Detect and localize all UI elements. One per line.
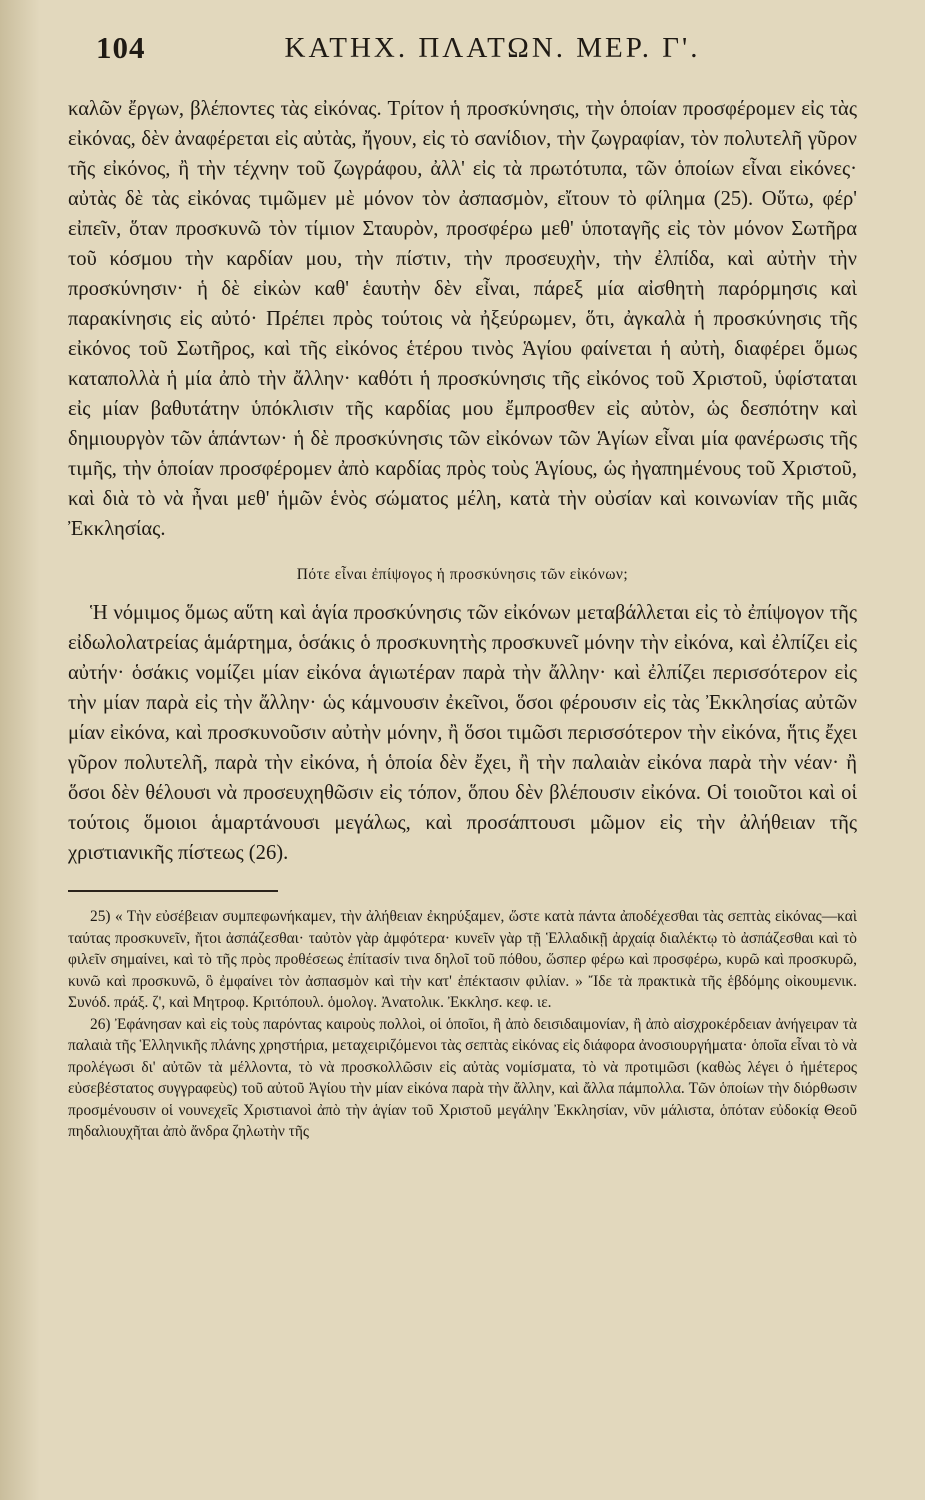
page-header [68, 28, 857, 84]
footnote-divider [68, 890, 278, 892]
page-number: 104 [96, 30, 146, 65]
page-gutter-shadow [0, 0, 40, 1500]
main-text [68, 94, 857, 868]
question-heading: Πότε εἶναι ἐπίψογος ἡ προσκύνησις τῶν εἰκόνων; [296, 566, 629, 583]
paragraph-1: καλῶν ἔργων, βλέποντες τὰς εἰκόνας. Τρίτον ἡ προσκύνησις, τὴν ὁποίαν προσφέρομεν εἰς τὰς εἰκόνας, δὲν ἀναφέρεται εἰς αὐτὰς, ἤγουν, εἰς τὸ σανίδιον, τὴν ζωγραφίαν, τὸν πολυτελῆ γῦρον τῆς εἰκόνος, ἢ τὴν τέχνην τοῦ ζωγράφου, ἀλλ' εἰς τὰ πρωτότυπα, τῶν ὁποίων εἶναι εἰκόνες· αὐτὰς δὲ τὰς εἰκόνας τιμῶμεν μὲ μόνον τὸν ἀσπασμὸν, εἴτουν τὸ φίλημα (25). Οὕτω, φέρ' εἰπεῖν, ὅταν προσκυνῶ τὸν τίμιον Σταυρὸν, προσφέρω μεθ' ὑποταγῆς εἰς τὸν μόνον Σωτῆρα τοῦ κόσμου τὴν καρδίαν μου, τὴν πίστιν, τὴν προσευχὴν, τὴν ἐλπίδα, καὶ αὐτὴν τὴν προσκύνησιν· ἡ δὲ εἰκὼν καθ' ἑαυτὴν δὲν εἶναι, πάρεξ μία αἰσθητὴ παρόρμησις καὶ παρακίνησις εἰς αὐτό· Πρέπει πρὸς τούτοις νὰ ἠξεύρωμεν, ὅτι, ἀγκαλὰ ἡ προσκύνησις τῆς εἰκόνος τοῦ Σωτῆρος, καὶ τῆς εἰκόνος ἑτέρου τινὸς Ἁγίου φαίνεται ἡ αὐτὴ, διαφέρει ὅμως καταπολλὰ ἡ μία ἀπὸ τὴν ἄλλην· καθότι ἡ προσκύνησις τῆς εἰκόνος τοῦ Χριστοῦ, ὑφίσταται εἰς μίαν βαθυτάτην ὑπόκλισιν τῆς καρδίας μου ἔμπροσθεν εἰς αὐτὸν, ὡς δεσπότην καὶ δημιουργὸν τῶν ἁπάντων· ἡ δὲ προσκύνησις τῶν εἰκόνων τῶν Ἁγίων εἶναι μία φανέρωσις τῆς τιμῆς, τὴν ὁποίαν προσφέρομεν ἀπὸ καρδίας πρὸς τοὺς Ἁγίους, ὡς ἠγαπημένους τοῦ Χριστοῦ, καὶ διὰ τὸ νὰ ἦναι μεθ' ἡμῶν ἑνὸς σώματος μέλη, κατὰ τὴν οὐσίαν καὶ κοινωνίαν τῆς μιᾶς Ἐκκλησίας. [68, 98, 857, 540]
footnote-25: 25) « Τὴν εὐσέβειαν συμπεφωνήκαμεν, τὴν ἀλήθειαν ἐκηρύξαμεν, ὥστε κατὰ πάντα ἀποδέχεσθαι τὰς σεπτὰς εἰκόνας—καὶ ταύτας προσκυνεῖν, ἤτοι ἀσπάζεσθαι· ταὐτὸν γὰρ ἀμφότερα· κυνεῖν γὰρ τῇ Ἑλλαδικῇ ἀρχαίᾳ διαλέκτῳ τὸ ἀσπάζεσθαι καὶ τὸ φιλεῖν σημαίνει, καὶ τὸ τῆς πρὸς προθέσεως ἐπίτασίν τινα δηλοῖ τοῦ πόθου, ὥσπερ φέρω καὶ προσφέρω, κυρῶ καὶ προσκυρῶ, κυνῶ καὶ προσκυνῶ, ὃ ἐμφαίνει τὸν ἀσπασμὸν καὶ τὴν κατ' ἐπέκτασιν φιλίαν. » Ἴδε τὰ πρακτικὰ τῆς ἑβδόμης οἰκουμενικ. Συνόδ. πράξ. ζ', καὶ Μητροφ. Κριτόπουλ. ὁμολογ. Ἀνατολικ. Ἐκκλησ. κεφ. ιε. [68, 908, 857, 1011]
paragraph-2: Ἡ νόμιμος ὅμως αὕτη καὶ ἁγία προσκύνησις τῶν εἰκόνων μεταβάλλεται εἰς τὸ ἐπίψογον τῆς εἰδωλολατρείας ἁμάρτημα, ὁσάκις ὁ προσκυνητὴς προσκυνεῖ μόνην τὴν εἰκόνα, καὶ ἐλπίζει εἰς αὐτήν· ὁσάκις νομίζει μίαν εἰκόνα ἁγιωτέραν παρὰ τὴν ἄλλην· καὶ ἐλπίζει περισσότερον εἰς τὴν μίαν παρὰ εἰς τὴν ἄλλην· ὡς κάμνουσιν ἐκεῖνοι, ὅσοι φέρουσιν εἰς τὰς Ἐκκλησίας αὐτῶν μίαν εἰκόνα, καὶ προσκυνοῦσιν αὐτὴν μόνην, ἢ ὅσοι τιμῶσι περισσότερον τὴν εἰκόνα, ἥτις ἔχει γῦρον πολυτελῆ, παρὰ τὴν εἰκόνα, ἡ ὁποία δὲν ἔχει, ἢ τὴν παλαιὰν εἰκόνα παρὰ τὴν νέαν· ἢ ὅσοι δὲν θέλουσι νὰ προσευχηθῶσιν εἰς τόπον, ὅπου δὲν βλέπουσιν εἰκόνα. Οἱ τοιοῦτοι καὶ οἱ τούτοις ὅμοιοι ἁμαρτάνουσι μεγάλως, καὶ προσάπτουσι μῶμον εἰς τὴν ἀλήθειαν τῆς χριστιανικῆς πίστεως (26). [68, 602, 857, 864]
footnote-26: 26) Ἐφάνησαν καὶ εἰς τοὺς παρόντας καιροὺς πολλοὶ, οἱ ὁποῖοι, ἢ ἀπὸ δεισιδαιμονίαν, ἢ ἀπὸ αἰσχροκέρδειαν ἀνήγειραν τὰ παλαιὰ τῆς Ἑλληνικῆς πλάνης χρηστήρια, μεταχειριζόμενοι τὰς σεπτὰς εἰκόνας εἰς διάφορα ἀνοσιουργήματα· ὁποῖα εἶναι τὸ νὰ προλέγωσι δι' αὐτῶν τὰ μέλλοντα, τὸ νὰ προσκολλῶσιν εἰς αὐτὰς νομίσματα, τὸ νὰ προτιμῶσι (καθὼς λέγει ὁ ἡμέτερος εὐσεβέστατος συγγραφεὺς) τοῦ αὐτοῦ Ἁγίου τὴν μίαν εἰκόνα παρὰ τὴν ἄλλην, καὶ ἄλλα πάμπολλα. Τῶν ὁποίων τὴν διόρθωσιν προσμένουσιν οἱ νουνεχεῖς Χριστιανοὶ ἀπὸ τὴν ἁγίαν τοῦ Χριστοῦ μεγάλην Ἐκκλησίαν, νῦν μάλιστα, ὁπόταν εὐδοκίᾳ Θεοῦ πηδαλιουχῆται ἀπὸ ἄνδρα ζηλωτὴν τῆς [68, 1015, 857, 1140]
running-head: ΚΑΤΗΧ. ΠΛΑΤΩΝ. ΜΕΡ. Γ'. [284, 32, 701, 64]
footnotes [68, 906, 857, 1143]
